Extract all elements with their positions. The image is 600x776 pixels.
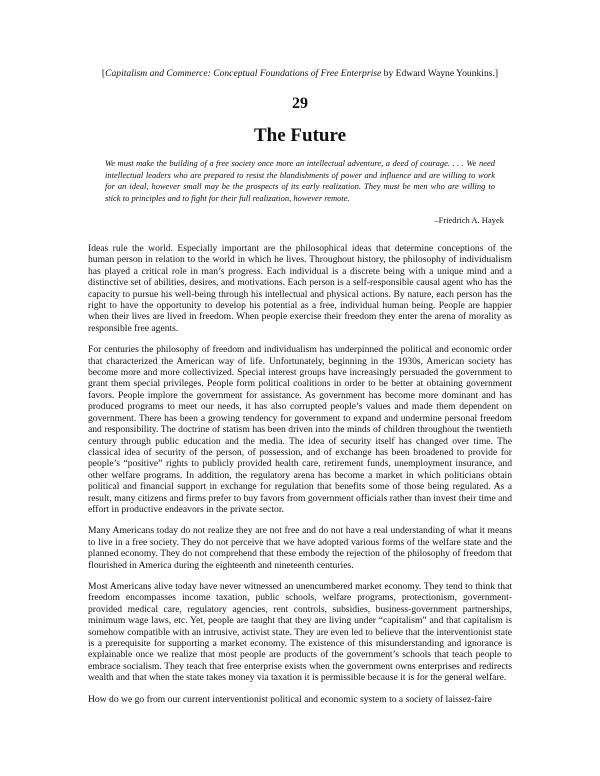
- body-paragraph: How do we go from our current interventionist political and economic system to a society of laissez-faire: [88, 693, 492, 705]
- epigraph-quote: We must make the building of a free society once more an intellectual adventure, a deed of courage. . . . We need intellectual leaders who are prepared to resist the blandishments of power and influence and are willing to work for an ideal, however small may be the prospects of its early realization. They must be men who are willing to stick to principles and to fight for their full realization, however remote.: [105, 158, 495, 203]
- chapter-title: The Future: [253, 125, 346, 146]
- body-paragraph: For centuries the philosophy of freedom and individualism has underpinned the political and economic order that characterized the American way of life. Unfortunately, beginning in the 1930s, American society has become more and more collectivized. Special interest groups have increasingly persuaded the government to grant them special privileges. People form political coalitions in order to be better at obtaining government favors. People implore the government for assistance. As government has become more dominant and has produced programs to meet our needs, it has also corrupted people’s values and made them dependent on government. There has been a growing tendency for government to expand and undermine personal freedom and responsibility. The doctrine of statism has been driven into the minds of children throughout the twentieth century through public education and the media. The idea of security itself has changed over time. The classical idea of security of the person, of possession, and of exchange has been broadened to provide for people’s “positive” rights to publicly provided health care, retirement funds, unemployment insurance, and other welfare programs. In addition, the regulatory arena has become a market in which politicians obtain political and financial support in exchange for regulation that benefits some of those being regulated. As a result, many citizens and firms prefer to buy favors from government officials rather than invest their time and effort in productive endeavors in the private sector.: [88, 344, 512, 515]
- epigraph-attribution: –Friedrich A. Hayek: [434, 215, 504, 225]
- source-book-title: Capitalism and Commerce: Conceptual Foundations of Free Enterprise: [105, 68, 382, 79]
- chapter-number: 29: [292, 95, 308, 112]
- body-paragraph: Ideas rule the world. Especially important are the philosophical ideas that determine conceptions of the human person in relation to the world in which he lives. Throughout history, the philosophy of individualism has played a critical role in man’s progress. Each individual is a discrete being with a unique mind and a distinctive set of abilities, desires, and motivations. Each person is a self-responsible causal agent who has the capacity to pursue his well-being through his intellectual and physical actions. By nature, each person has the right to have the opportunity to develop his potential as a free, individual human being. People are happier when their lives are lived in freedom. When people exercise their freedom they enter the arena of morality as responsible free agents.: [88, 243, 512, 334]
- body-paragraph: Many Americans today do not realize they are not free and do not have a real understanding of what it means to live in a free society. They do not perceive that we have adopted various forms of the welfare state and the planned economy. They do not comprehend that these embody the rejection of the philosophy of freedom that flourished in America during the eighteenth and nineteenth centuries.: [88, 525, 512, 571]
- body-paragraph: Most Americans alive today have never witnessed an unencumbered market economy. They tend to think that freedom encompasses income taxation, public schools, welfare programs, protectionism, government-provided medical care, regulatory agencies, rent controls, subsidies, business-government partnerships, minimum wage laws, etc. Yet, people are taught that they are living under “capitalism” and that capitalism is somehow compatible with an intrusive, activist state. They are even led to believe that the interventionist state is a prerequisite for supporting a market economy. The existence of this misunderstanding and ignorance is explainable once we realize that most people are products of the government’s schools that teach people to embrace socialism. They teach that free enterprise exists when the government owns enterprises and redirects wealth and that when the state takes money via taxation it is permissible because it is for the general welfare.: [88, 580, 512, 684]
- source-citation: [88, 68, 512, 80]
- source-bracket: [: [101, 68, 106, 79]
- source-author: by Edward Wayne Younkins.]: [381, 68, 499, 79]
